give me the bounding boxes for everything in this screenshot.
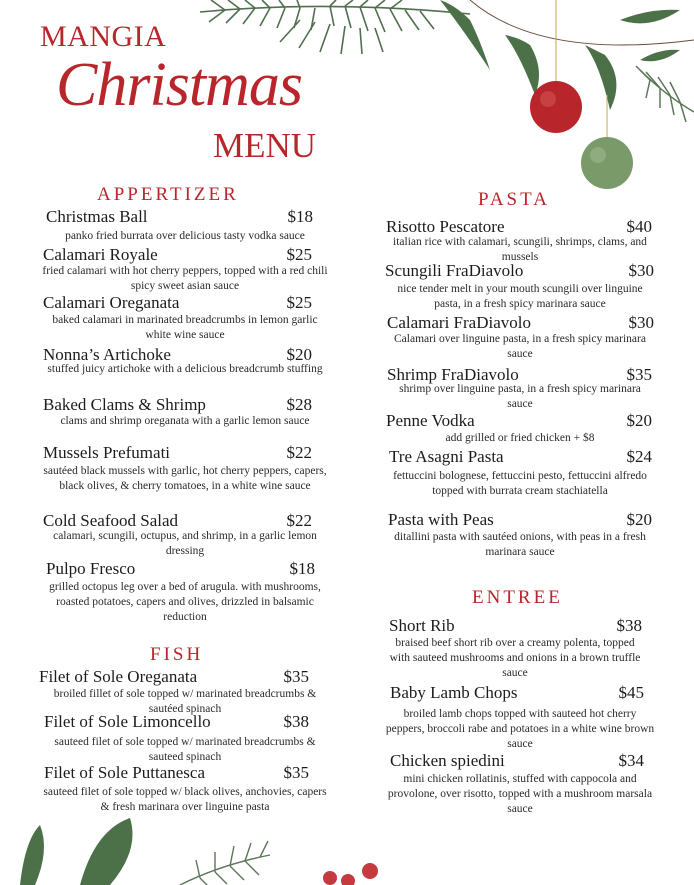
item-description: broiled fillet of sole topped w/ marinated breadcrumbs & sautéed spinach [53,688,317,715]
item-description: fettuccini bolognese, fettuccini pesto, fettuccini alfredo topped with burrata cream stachiatella [393,470,647,497]
item-name: Filet of Sole Limoncello [44,712,211,731]
item-price: $20 [626,411,652,430]
item-description: panko fried burrata over delicious tasty vodka sauce [65,230,305,242]
item-price: $34 [618,751,644,770]
item-price: $25 [286,293,312,312]
item-description: nice tender melt in your mouth scungili over linguine pasta, in a fresh spicy marinara sauce [397,283,643,310]
item-description: stuffed juicy artichoke with a delicious breadcrumb stuffing [47,363,323,375]
item-name: Scungili FraDiavolo [385,261,524,280]
item-price: $28 [286,395,312,414]
item-price: $30 [628,313,654,332]
item-name: Tre Asagni Pasta [389,447,504,466]
item-description: add grilled or fried chicken + $8 [445,432,595,444]
item-description: clams and shrimp oreganata with a garlic lemon sauce [60,415,310,427]
item-name: Cold Seafood Salad [43,511,179,530]
item-price: $20 [286,345,312,364]
section-title-fish: FISH [150,644,204,665]
christmas-script-title: Christmas [56,51,302,119]
item-price: $35 [626,365,652,384]
item-name: Christmas Ball [46,207,148,226]
menu-title: MENU [213,126,317,165]
item-price: $40 [626,217,652,236]
item-price: $22 [286,443,312,462]
item-price: $35 [283,763,309,782]
item-price: $22 [286,511,312,530]
section-title-appetizer: APPERTIZER [97,184,239,205]
item-name: Penne Vodka [386,411,475,430]
restaurant-name: MANGIA [40,20,167,53]
item-name: Filet of Sole Puttanesca [44,763,206,782]
item-name: Mussels Prefumati [43,443,171,462]
item-name: Nonna’s Artichoke [43,345,171,364]
item-description: braised beef short rib over a creamy polenta, topped with sauteed mushrooms and onions in a brown truffle sauce [389,637,641,679]
item-description: grilled octopus leg over a bed of arugula. with mushrooms, roasted potatoes, capers and olives, drizzled in balsamic reduction [49,581,321,623]
item-price: $38 [283,712,309,731]
item-description: calamari, scungili, octupus, and shrimp, in a garlic lemon dressing [53,530,317,557]
item-price: $18 [287,207,313,226]
item-price: $38 [616,616,642,635]
item-name: Calamari Oreganata [43,293,180,312]
item-description: shrimp over linguine pasta, in a fresh spicy marinara sauce [399,383,641,410]
item-description: sauteed filet of sole topped w/ black olives, anchovies, capers & fresh marinara over linguine pasta [43,786,327,813]
item-price: $30 [628,261,654,280]
item-price: $20 [626,510,652,529]
item-description: mini chicken rollatinis, stuffed with cappocola and provolone, over risotto, topped with a mushroom marsala sauce [387,773,653,815]
item-name: Shrimp FraDiavolo [387,365,519,384]
item-name: Calamari FraDiavolo [387,313,531,332]
item-name: Pulpo Fresco [46,559,136,578]
item-name: Calamari Royale [43,245,158,264]
item-description: sauteed filet of sole topped w/ marinated breadcrumbs & sauteed spinach [54,736,316,763]
section-title-pasta: PASTA [478,189,550,210]
item-description: sautéed black mussels with garlic, hot cherry peppers, capers, black olives, & cherry tomatoes, in a white wine sauce [43,465,327,492]
item-description: broiled lamb chops topped with sauteed hot cherry peppers, broccoli rabe and potatoes in a white wine brown sauce [385,708,655,750]
item-name: Filet of Sole Oreganata [39,667,198,686]
item-price: $25 [286,245,312,264]
item-name: Pasta with Peas [388,510,494,529]
item-price: $18 [289,559,315,578]
item-name: Chicken spiedini [390,751,505,770]
item-price: $24 [626,447,652,466]
item-price: $45 [618,683,644,702]
item-name: Baby Lamb Chops [390,683,518,702]
item-price: $35 [283,667,309,686]
item-name: Risotto Pescatore [386,217,505,236]
item-name: Short Rib [389,616,455,635]
item-description: baked calamari in marinated breadcrumbs in lemon garlic white wine sauce [52,314,318,341]
item-description: Calamari over linguine pasta, in a fresh spicy marinara sauce [394,333,646,360]
section-title-entree: ENTREE [472,587,563,608]
item-description: fried calamari with hot cherry peppers, topped with a red chili spicy sweet asian sauce [42,265,328,292]
item-name: Baked Clams & Shrimp [43,395,206,414]
item-description: ditallini pasta with sautéed onions, with peas in a fresh marinara sauce [394,531,646,558]
item-description: italian rice with calamari, scungili, shrimps, clams, and mussels [393,236,647,263]
